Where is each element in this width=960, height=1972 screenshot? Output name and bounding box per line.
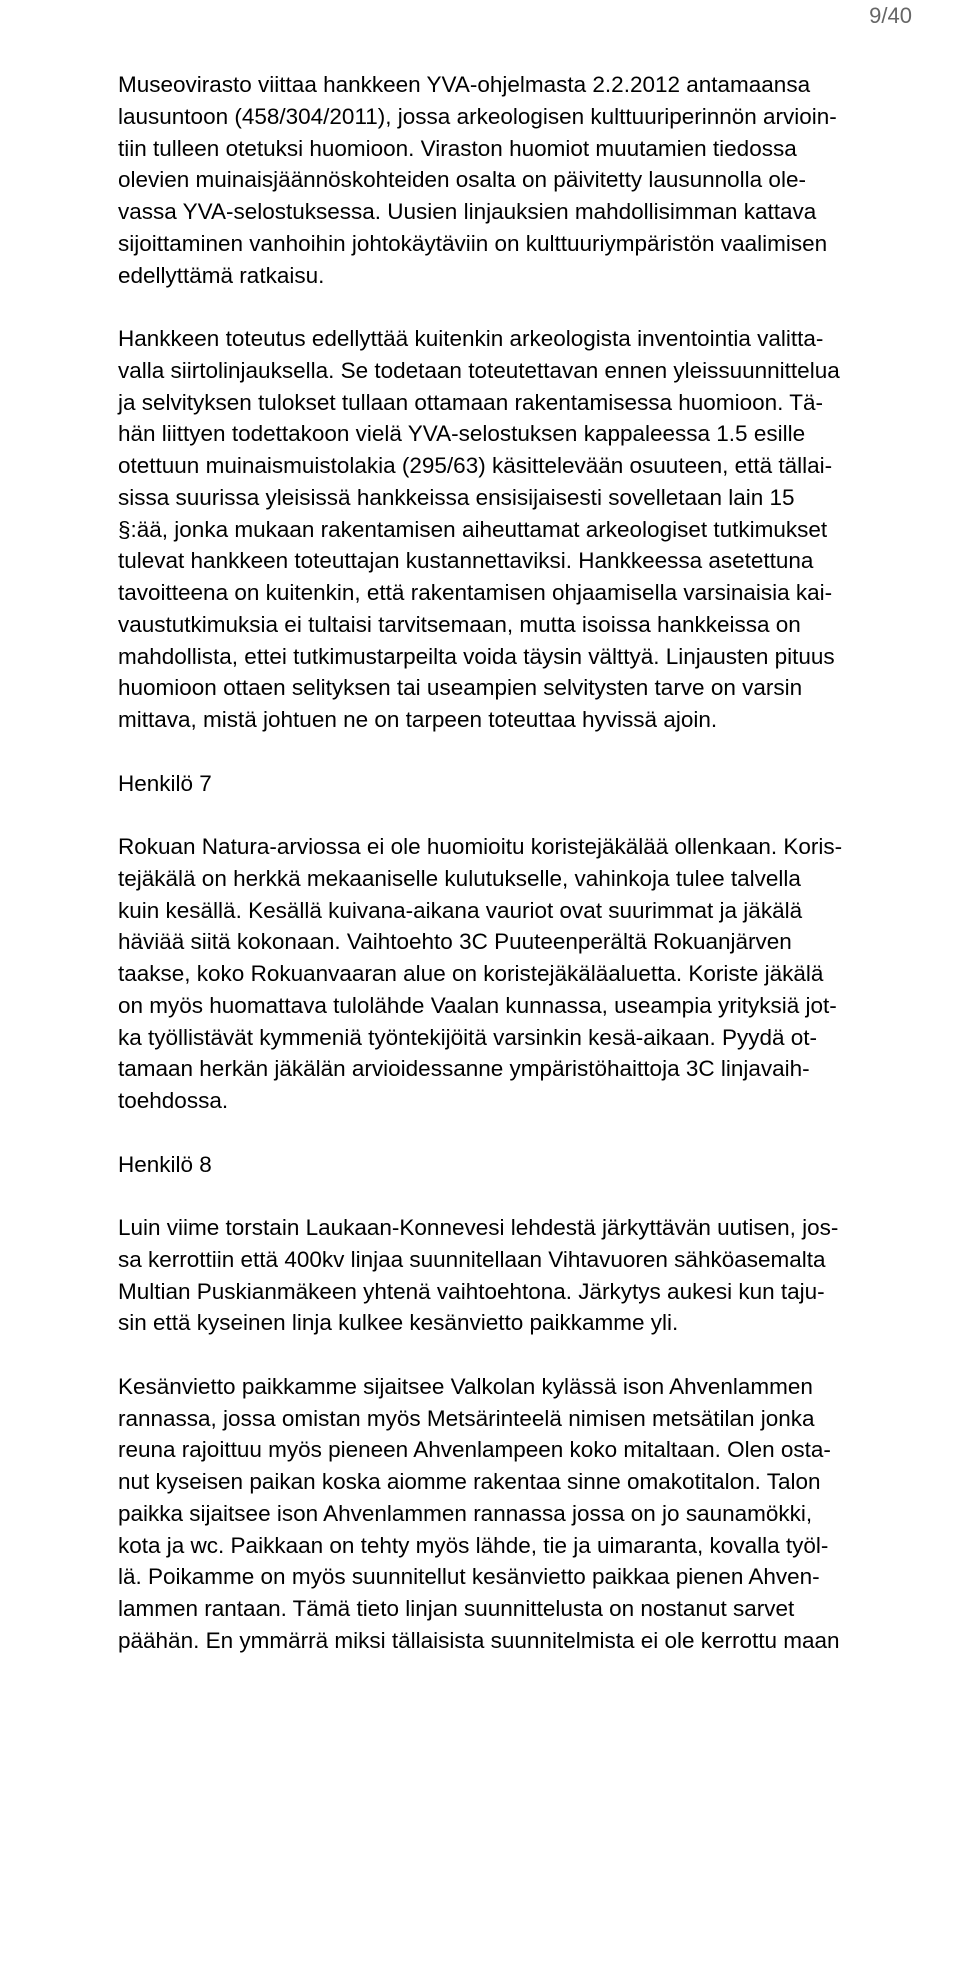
paragraph-gap: [118, 799, 918, 831]
text-line: tavoitteena on kuitenkin, että rakentamisen ohjaamisella varsinaisia kai-: [118, 580, 833, 605]
document-body: [118, 69, 918, 1657]
text-line: häviää siitä kokonaan. Vaihtoehto 3C Puuteenperältä Rokuanjärven: [118, 929, 792, 955]
text-line: otettuun muinaismuistolakia (295/63) käsittelevään osuuteen, että tällai-: [118, 453, 833, 478]
text-line: mahdollista, ettei tutkimustarpeilta voida täysin välttyä. Linjausten pituus: [118, 643, 835, 669]
section-heading: Henkilö 7: [118, 770, 212, 796]
text-line: valla siirtolinjauksella. Se todetaan toteutettavan ennen yleissuunnittelua: [118, 357, 840, 383]
text-line: lammen rantaan. Tämä tieto linjan suunnittelusta on nostanut sarvet: [118, 1596, 795, 1621]
text-line: mittava, mistä johtuen ne on tarpeen toteuttaa hyvissä ajoin.: [118, 707, 718, 732]
text-line: §:ää, jonka mukaan rakentamisen aiheuttamat arkeologiset tutkimukset: [118, 516, 828, 542]
text-line: huomioon ottaen selityksen tai useampien selvitysten tarve on varsin: [118, 675, 803, 701]
text-line: Multian Puskianmäkeen yhtenä vaihtoehtona. Järkytys aukesi kun taju-: [118, 1278, 825, 1304]
text-line: vassa YVA-selostuksessa. Uusien linjauksien mahdollisimman kattava: [118, 199, 817, 224]
text-line: tiin tulleen otetuksi huomioon. Viraston huomiot muutamien tiedossa: [118, 135, 797, 161]
text-line: Rokuan Natura-arviossa ei ole huomioitu koristejäkälää ollenkaan. Koris-: [118, 834, 843, 859]
text-line: lä. Poikamme on myös suunnitellut kesänvietto paikkaa pienen Ahven-: [118, 1564, 820, 1590]
text-line: päähän. En ymmärrä miksi tällaisista suunnitelmista ei ole kerrottu maan: [118, 1627, 840, 1653]
paragraph-gap: [118, 1339, 918, 1371]
page-number: 9/40: [869, 3, 912, 28]
text-line: lausuntoon (458/304/2011), jossa arkeologisen kulttuuriperinnön arvioin-: [118, 103, 837, 129]
text-line: nut kyseisen paikan koska aiomme rakentaa sinne omakotitalon. Talon: [118, 1469, 821, 1494]
text-line: olevien muinaisjäännöskohteiden osalta on päivitetty lausunnolla ole-: [118, 167, 806, 193]
text-line: sa kerrottiin että 400kv linjaa suunnitellaan Vihtavuoren sähköasemalta: [118, 1246, 826, 1272]
text-line: reuna rajoittuu myös pieneen Ahvenlampeen koko mitaltaan. Olen osta-: [118, 1437, 831, 1463]
text-line: Museovirasto viittaa hankkeen YVA-ohjelmasta 2.2.2012 antamaansa: [118, 72, 811, 97]
text-line: on myös huomattava tulolähde Vaalan kunnassa, useampia yrityksiä jot-: [118, 992, 837, 1018]
text-line: edellyttämä ratkaisu.: [118, 262, 325, 288]
paragraph: [118, 69, 918, 291]
text-line: sin että kyseinen linja kulkee kesänvietto paikkamme yli.: [118, 1310, 679, 1336]
paragraph: [118, 1371, 918, 1657]
text-line: kota ja wc. Paikkaan on tehty myös lähde, tie ja uimaranta, kovalla työl-: [118, 1532, 829, 1558]
paragraph-gap: [118, 1180, 918, 1212]
text-line: ka työllistävät kymmeniä työntekijöitä varsinkin kesä-aikaan. Pyydä ot-: [118, 1024, 818, 1050]
text-line: ja selvityksen tulokset tullaan ottamaan rakentamisessa huomioon. Tä-: [118, 389, 823, 415]
text-line: Hankkeen toteutus edellyttää kuitenkin arkeologista inventointia valitta-: [118, 326, 824, 351]
paragraph-gap: [118, 1117, 918, 1149]
paragraph: [118, 831, 918, 1117]
text-line: tamaan herkän jäkälän arvioidessanne ympäristöhaittoja 3C linjavaih-: [118, 1056, 810, 1082]
text-line: Luin viime torstain Laukaan-Konnevesi lehdestä järkyttävän uutisen, jos-: [118, 1215, 839, 1240]
text-line: rannassa, jossa omistan myös Metsärinteelä nimisen metsätilan jonka: [118, 1405, 815, 1431]
text-line: Kesänvietto paikkamme sijaitsee Valkolan kylässä ison Ahvenlammen: [118, 1373, 813, 1399]
paragraph: [118, 1212, 918, 1339]
text-line: hän liittyen todettakoon vielä YVA-selostuksen kappaleessa 1.5 esille: [118, 421, 806, 447]
text-line: sissa suurissa yleisissä hankkeissa ensisijaisesti sovelletaan lain 15: [118, 484, 795, 510]
paragraph: [118, 323, 918, 736]
text-line: tulevat hankkeen toteuttajan kustannettaviksi. Hankkeessa asetettuna: [118, 548, 814, 574]
paragraph-gap: [118, 291, 918, 323]
text-line: vaustutkimuksia ei tultaisi tarvitsemaan, mutta isoissa hankkeissa on: [118, 611, 801, 637]
text-line: sijoittaminen vanhoihin johtokäytäviin on kulttuuriympäristön vaalimisen: [118, 230, 828, 256]
text-line: taakse, koko Rokuanvaaran alue on koristejäkäläaluetta. Koriste jäkälä: [118, 961, 824, 986]
text-line: paikka sijaitsee ison Ahvenlammen rannassa jossa on jo saunamökki,: [118, 1500, 813, 1526]
text-line: toehdossa.: [118, 1088, 229, 1113]
text-line: kuin kesällä. Kesällä kuivana-aikana vauriot ovat suurimmat ja jäkälä: [118, 897, 803, 923]
section-heading: Henkilö 8: [118, 1151, 212, 1177]
paragraph-gap: [118, 736, 918, 768]
text-line: tejäkälä on herkkä mekaaniselle kulutukselle, vahinkoja tulee talvella: [118, 865, 801, 891]
